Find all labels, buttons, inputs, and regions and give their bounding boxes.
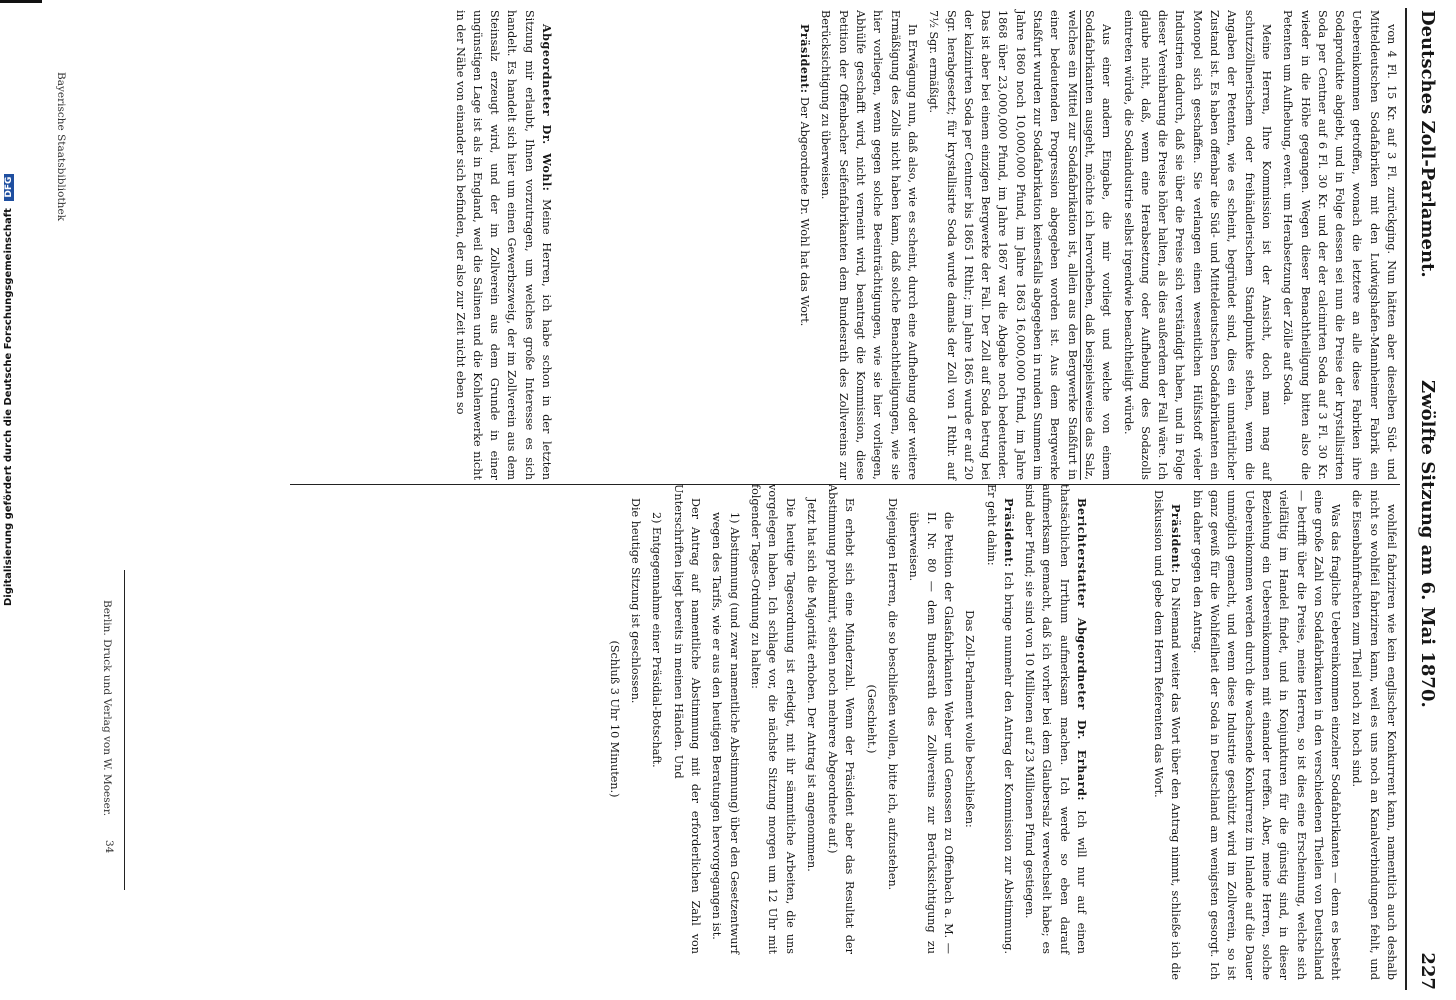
list-item: 2) Entgegennahme einer Präsidial-Botschaft. — [650, 512, 664, 768]
speech-text: Ich bringe nunmehr den Antrag der Kommission zur Abstimmung. Er geht dahin: — [984, 484, 1015, 954]
header-rule — [1405, 8, 1407, 990]
speech-text: Der Abgeordnete Dr. Wohl hat das Wort. — [798, 97, 812, 327]
paragraph: wohlfeil fabriziren wie kein englischer Konkurrent kann, namentlich auch deshalb nicht so wohlfeil fabriziren kann, weil es uns noch an Kanalverbindungen fehlt, und die Eisenbahnfrachten zum Theil noch zu hoch sind. — [1350, 490, 1398, 980]
list-item: die Petition der Glasfabrikanten Weber und Genossen zu Offenbach a. M. — II. Nr. 80 — dem Bundesrath des Zollvereins zur Berücksichtigung zu überweisen. — [907, 512, 955, 954]
digitization-credit — [3, 174, 14, 606]
speaker-name: Präsident: — [1001, 498, 1016, 568]
centered-line: (Geschieht.) — [864, 684, 878, 754]
paragraph: Was das fragliche Uebereinkommen einzelner Sodafabrikanten — denn es besteht eine große Zahl von Sodafabrikanten in den verschiedenen Theilen von Deutschland — betrifft über die Preise, meine Herren, so ist dies eine Erscheinung, welche sich vielfältig im Handel findet, und in Konjunkturen für die günstig sind, in dieser Beziehung ein Uebereinkommen mit einander treffen. Aber, meine Herren, solche Uebereinkommen werden durch die wachsende Konkurrenz im Inlande auf die Dauer unmöglich gemacht, und wenn diese Industrie geschützt wird im Zollverein, so ist ganz gewiß für die Wohlfeilheit der Soda in Deutschland am wenigsten gesorgt. Ich bin daher gegen den Antrag. — [1190, 490, 1343, 980]
paragraph: von 4 Fl. 15 Kr. auf 3 Fl. zurückging. Nun hätten aber dieselben Süd- und Mitteldeutschen Sodafabriken mit den Ludwigshafen-Mannheimer Fabrik ein Uebereinkommen getroffen, wonach die letztere an alle diese Fabriken ihre Sodaprodukte abgiebt, und in Folge dessen sei nun die Preise der krystallisirten Soda per Centner auf 6 Fl. 30 Kr. und der der calcinirten Soda auf 3 Fl. 30 Kr. wieder in die Höhe gegangen. Wegen dieser Benachtheiligung bitten also die Petenten um Aufhebung, event. um Herabsetzung der Zölle auf Soda. — [1281, 10, 1398, 480]
page-header — [1413, 10, 1441, 990]
speaker-paragraph — [451, 10, 555, 480]
header-session: Zwölfte Sitzung am 6. Mai 1870. — [1417, 380, 1438, 708]
top-edge-bar — [0, 0, 42, 3]
column-top-left — [798, 10, 1400, 480]
column-bottom-right — [260, 484, 1090, 954]
footer-rule — [124, 570, 125, 890]
speech-text: Meine Herren, ich habe schon in der letzten Sitzung mir erlaubt, Ihnen vorzutragen, um welches große Interesse es sich handelt. Es handelt sich hier um einen Gewerbszweig, der im Zollverein aus dem Steinsalz erzeugt wird, und der im Zollverein aus dem Grunde in einer ungünstigen Lage ist als in England, weil die Salinen und die Kohlenwerke nicht in der Nähe von einander sich befinden, der also zur Zeit nicht eben so — [453, 10, 553, 481]
page-number: 227 — [1417, 952, 1438, 990]
paragraph: Die heutige Sitzung ist geschlossen. — [629, 498, 643, 704]
speaker-name: Präsident: — [798, 24, 813, 94]
paragraph: Der Antrag auf namentliche Abstimmung mit der erforderlichen Zahl von Unterschriften liegt bereits in meinen Händen. Und — [671, 484, 703, 954]
paragraph: Diejenigen Herren, die so beschließen wollen, bitte ich, aufzustehen. — [886, 498, 900, 891]
footer-imprint: Berlin. Druck und Verlag von W. Moeser. — [101, 600, 113, 817]
speech-text: Da Niemand weiter das Wort über den Antrag nimmt, schließe ich die Diskussion und gebe dem Herrn Referenten das Wort. — [1152, 490, 1183, 980]
paragraph: Es erhebt sich eine Minderzahl. Wenn der Präsident aber das Resultat der Abstimmung proklamirt, stehen noch mehrere Abgeordnete auf.) — [826, 484, 857, 954]
paragraph: In Erwägung nun, daß also, wie es scheint, durch eine Aufhebung oder weitere Ermäßigung des Zolls nicht haben kann, daß solche Benachtheiligungen, wie sie hier vorliegen, wenn gegen solche Beeinträchtigungen, wie sie hier vorliegen, Abhülfe geschafft wird, nicht verneint wird, beantragt die Kommission, diese Petition der Offenbacher Seifenfabrikanten dem Bundesrath des Zollvereins zur Berücksichtigung zu überweisen. — [819, 10, 919, 480]
speaker-name: Präsident: — [1169, 504, 1184, 574]
footer-sheet-number: 34 — [103, 840, 115, 854]
centered-line: Das Zoll-Parlament wolle beschließen: — [963, 610, 977, 828]
paragraph: Die heutige Tagesordnung ist erledigt, mit ihr sämmtliche Arbeiten, die uns vorgelegen haben. Ich schlage vor, die nächste Sitzung morgen um 12 Uhr mit folgender Tages-Ordnung zu halten: — [748, 484, 797, 954]
header-title: Deutsches Zoll-Parlament. — [1417, 10, 1438, 278]
column-bottom-left — [295, 10, 555, 480]
speaker-name: Berichterstatter Abgeordneter Dr. Erhard: — [1075, 498, 1089, 802]
speaker-paragraph — [796, 10, 813, 480]
speaker-paragraph — [982, 484, 1017, 954]
library-stamp: Bayerische Staatsbibliothek — [55, 72, 67, 222]
list-item: 1) Abstimmung (und zwar namentliche Abstimmung) über den Gesetzentwurf wegen des Tarifs, wie er aus den heutigen Beratungen hervorgegangen ist. — [710, 512, 741, 954]
speaker-paragraph — [1150, 490, 1185, 980]
paragraph: Jetzt hat sich die Majorität erhoben. Der Antrag ist angenommen. — [804, 498, 818, 872]
dfg-logo: DFG — [4, 174, 14, 201]
speech-text: Ich will nur auf einen thatsächlichen Irrthum aufmerksam machen. Ich werde so eben darauf aufmerksam gemacht, daß ich vorher bei dem Glaubersalz verwechselt habe; es sind aber Pfund; sie sind von 10 Millionen auf 23 Millionen Pfund gestiegen. — [1023, 484, 1088, 954]
paragraph: Meine Herren, Ihre Kommission ist der Ansicht, doch man mag auf schutzzöllnerischem oder freihändlerischem Standpunkte stehen, wenn die Angaben der Petenten, wie es scheint, begründet sind, dies ein unnatürlicher Zustand ist. Es haben offenbar die Süd- und Mitteldeutschen Sodafabrikanten ein Monopol sich geschaffen. Sie verlangen einen wesentlichen Hülfsstoff vieler Industrien dadurch, daß sie über die Preise sich verständigt haben, und in Folge dieser Vereinbarung die Preise höher halten, als dies außerdem der Fall wäre. Ich glaube nicht, daß, wenn eine Herabsetzung oder Aufhebung des Sodazolls eintreten würde, die Sodaindustrie selbst irgendwie benachtheiligt würde. — [1121, 10, 1273, 480]
column-top-right — [1100, 490, 1400, 980]
speaker-paragraph — [1021, 484, 1090, 954]
speaker-name: Abgeordneter Dr. Wohl: — [540, 24, 554, 192]
digitization-text: Digitalisierung gefördert durch die Deutsche Forschungsgemeinschaft — [3, 208, 14, 606]
centered-line: (Schluß 3 Uhr 10 Minuten.) — [607, 640, 621, 798]
paragraph: Aus einer andern Eingabe, die mir vorliegt und welche von einem Sodafabrikanten ausgeht, möchte ich hervorheben, daß beispielsweise das Salz, welches ein Mittel zur Sodafabrikation ist, allein aus den Bergwerke Staßfurt in einer bedeutenden Progression abgegeben worden ist. Aus dem Bergwerke Staßfurt wurden zur Sodafabrikation keinesfalls abgegeben in runden Summen im Jahre 1860 noch 10,000,000 Pfund, im Jahre 1863 16,000,000 Pfund, im Jahre 1868 über 23,000,000 Pfund, im Jahre 1867 war die Abgabe noch bedeutender. Das ist aber bei einem einzigen Bergwerke der Fall. Der Zoll auf Soda betrug bei der kalzinirten Soda per Centner bis 1865 1 Rthlr.; im Jahre 1865 wurde er auf 20 Sgr. herabgesetzt; für krystallisirte Soda wurde damals der Zoll von 1 Rthlr. auf 7½ Sgr. ermäßigt. — [927, 10, 1114, 480]
